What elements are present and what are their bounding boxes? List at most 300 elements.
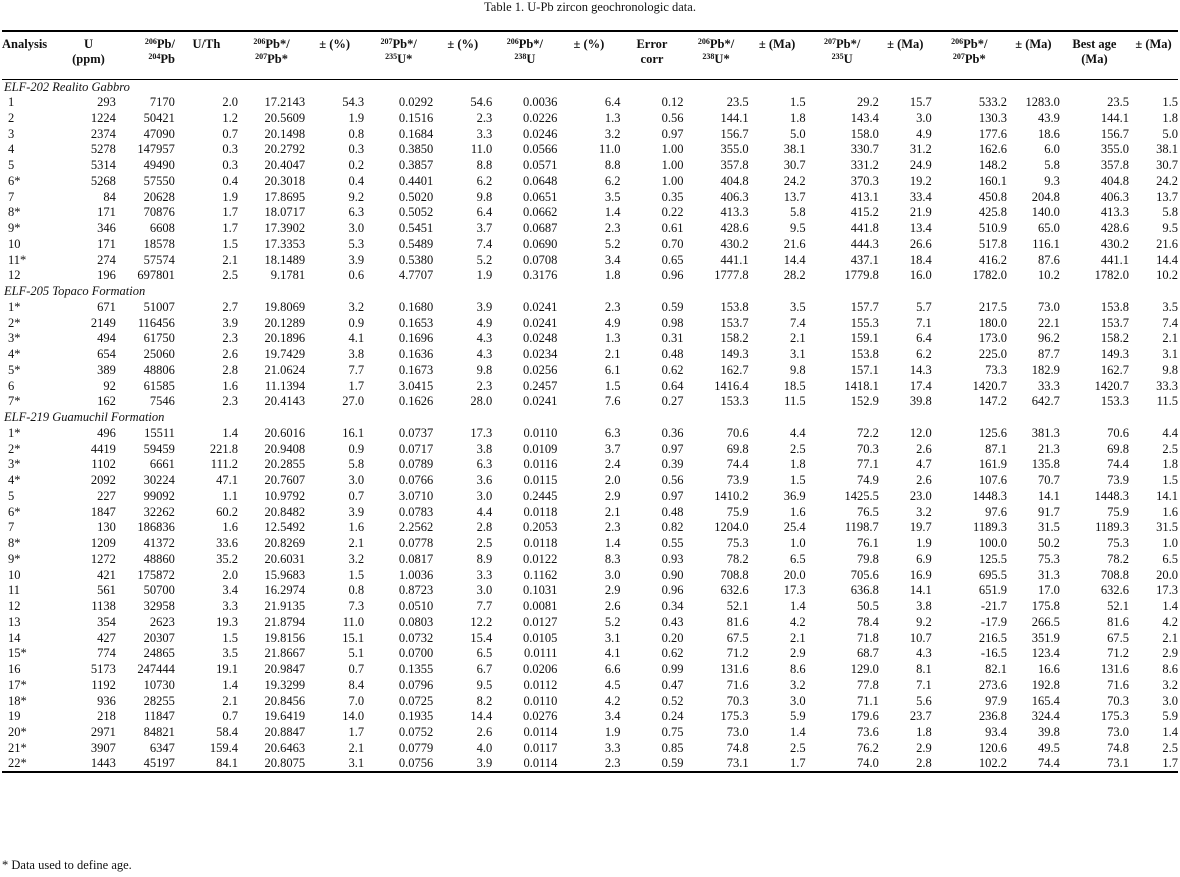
table-row — [2, 126, 1178, 142]
table-cell: 87.6 — [1037, 252, 1060, 267]
table-cell: 2.3 — [222, 394, 238, 409]
table-cell: 153.3 — [1100, 394, 1130, 409]
table-cell: 18.1489 — [264, 252, 306, 267]
table-cell: 19.8156 — [264, 630, 306, 645]
table-cell: 149.3 — [1100, 347, 1130, 362]
table-cell: 351.9 — [1031, 630, 1060, 645]
table-cell: 76.2 — [856, 740, 879, 755]
table-cell: 7.0 — [348, 693, 365, 708]
table-cell: 5173 — [90, 662, 116, 677]
table-cell: 2.9 — [789, 646, 806, 661]
table-cell: 11.0 — [470, 142, 493, 157]
table-cell: 2.6 — [916, 473, 932, 488]
table-row — [2, 252, 1178, 268]
table-cell: 5.8 — [348, 457, 365, 472]
table-cell: 19.3 — [216, 614, 238, 629]
table-cell: 428.6 — [1100, 221, 1130, 236]
table-cell: 19.7429 — [264, 347, 306, 362]
table-cell: 33.3 — [1037, 378, 1060, 393]
table-cell: 218 — [97, 709, 116, 724]
table-cell: 3.0 — [348, 473, 365, 488]
table-cell: 67.5 — [726, 630, 749, 645]
table-cell: 107.6 — [978, 473, 1007, 488]
table-cell: 0.5451 — [398, 221, 434, 236]
table-cell: 0.1680 — [398, 299, 434, 314]
table-cell: 71.2 — [726, 646, 749, 661]
table-cell: 3.2 — [1162, 677, 1178, 692]
table-cell: 131.6 — [1100, 662, 1130, 677]
table-cell: 7546 — [149, 394, 175, 409]
table-cell: 1.6 — [789, 504, 806, 519]
table-cell: 71.2 — [1107, 646, 1130, 661]
table-cell: 74.8 — [726, 740, 749, 755]
table-cell: 3.4 — [604, 252, 621, 267]
table-cell: 77.1 — [856, 457, 879, 472]
table-cell: 31.5 — [1156, 520, 1178, 535]
table-cell: 24.2 — [783, 173, 806, 188]
table-row — [2, 158, 1178, 174]
table-cell: 0.36 — [661, 425, 684, 440]
table-cell: 0.0081 — [523, 599, 558, 614]
analysis-id-cell: 15* — [8, 646, 27, 661]
table-cell: 158.2 — [1100, 331, 1130, 346]
analysis-id-cell: 2* — [8, 315, 21, 330]
table-cell: 52.1 — [726, 599, 749, 614]
table-cell: 12.5492 — [264, 520, 306, 535]
table-cell: 0.5052 — [398, 205, 434, 220]
table-cell: 2.6 — [916, 441, 932, 456]
table-cell: 0.62 — [661, 362, 684, 377]
table-cell: 0.59 — [661, 299, 684, 314]
table-cell: 12.2 — [470, 614, 493, 629]
table-cell: 38.1 — [783, 142, 806, 157]
table-cell: 654 — [97, 347, 116, 362]
table-cell: 30.7 — [783, 158, 806, 173]
table-cell: 5.9 — [1162, 709, 1178, 724]
table-cell: 2623 — [149, 614, 175, 629]
table-cell: 149.3 — [720, 347, 749, 362]
table-cell: 165.4 — [1031, 693, 1060, 708]
table-row — [2, 189, 1178, 205]
analysis-id-cell: 13 — [8, 614, 21, 629]
table-cell: 406.3 — [1100, 189, 1130, 204]
table-cell: 0.0803 — [398, 614, 434, 629]
analysis-id-cell: 1* — [8, 299, 21, 314]
table-cell: 1224 — [90, 110, 116, 125]
table-cell: 20.1289 — [264, 315, 306, 330]
table-cell: 175872 — [137, 567, 175, 582]
table-cell: 0.97 — [661, 441, 684, 456]
table-cell: 0.43 — [661, 614, 684, 629]
table-cell: 111.2 — [210, 457, 238, 472]
col-header-age-207-235: $^{207}$Pb*/ $^{235}$U — [806, 31, 879, 79]
table-cell: 3.5 — [789, 299, 806, 314]
table-cell: 11847 — [144, 709, 175, 724]
table-cell: 3.3 — [476, 126, 493, 141]
table-cell: 74.8 — [1107, 740, 1130, 755]
table-cell: 357.8 — [1100, 158, 1130, 173]
table-cell: 357.8 — [720, 158, 749, 173]
table-cell: 21.8794 — [264, 614, 306, 629]
table-cell: 0.0700 — [398, 646, 434, 661]
table-cell: 1.0 — [1162, 536, 1178, 551]
table-cell: 1425.5 — [844, 488, 879, 503]
analysis-id-cell: 2 — [8, 110, 15, 125]
analysis-id-cell: 3* — [8, 457, 21, 472]
table-cell: 77.8 — [856, 677, 879, 692]
table-cell: 2.7 — [222, 299, 238, 314]
table-cell: 61750 — [143, 331, 175, 346]
analysis-id-cell: 12 — [8, 268, 21, 283]
table-row — [2, 583, 1178, 599]
table-cell: 84.1 — [175, 756, 238, 772]
table-cell: 0.8723 — [398, 583, 434, 598]
table-cell: 25.4 — [783, 520, 806, 535]
table-cell: 0.0241 — [523, 394, 558, 409]
table-cell: 0.7 — [348, 662, 365, 677]
table-cell: 632.6 — [1100, 583, 1130, 598]
table-cell: 10.2 — [1156, 268, 1178, 283]
table-cell: 20.5609 — [264, 110, 306, 125]
table-cell: 354 — [97, 614, 116, 629]
table-cell: 0.3857 — [398, 158, 434, 173]
table-cell: 404.8 — [1100, 173, 1130, 188]
table-cell: 16.0 — [909, 268, 932, 283]
table-cell: 7.4 — [789, 315, 806, 330]
table-cell: 130 — [97, 520, 116, 535]
analysis-id-cell: 2* — [8, 441, 21, 456]
table-cell: 13.7 — [1156, 189, 1178, 204]
table-cell: 437.1 — [850, 252, 879, 267]
table-cell: 36.9 — [783, 488, 806, 503]
table-cell: 175.8 — [1031, 599, 1060, 614]
table-cell: 0.0234 — [523, 347, 558, 362]
table-cell: 0.1673 — [398, 362, 434, 377]
table-cell: 0.9 — [348, 441, 365, 456]
table-row — [2, 520, 1178, 536]
table-cell: 24.2 — [1156, 173, 1178, 188]
table-row — [2, 489, 1178, 505]
table-cell: 14.1 — [1037, 488, 1060, 503]
table-cell: 18.0717 — [264, 205, 306, 220]
analysis-id-cell: 21* — [8, 740, 27, 755]
table-row — [2, 630, 1178, 646]
table-cell: 21.0624 — [264, 362, 306, 377]
table-cell: 0.0662 — [523, 205, 558, 220]
table-cell: 5.7 — [916, 299, 932, 314]
table-cell: 4.4 — [476, 504, 493, 519]
table-cell: 561 — [97, 583, 116, 598]
table-cell: 0.56 — [661, 110, 684, 125]
table-cell: 0.27 — [661, 394, 684, 409]
table-cell: 5.0 — [1162, 126, 1178, 141]
table-cell: 1.8 — [1162, 457, 1178, 472]
table-cell: 57550 — [143, 173, 175, 188]
table-cell: 3.7 — [604, 441, 621, 456]
table-cell: 496 — [97, 425, 116, 440]
table-cell: 9.5 — [789, 221, 806, 236]
table-cell: 2971 — [90, 725, 116, 740]
table-cell: 6.7 — [476, 662, 493, 677]
table-cell: 14.1 — [1156, 488, 1178, 503]
table-cell: 0.2457 — [523, 378, 558, 393]
table-cell: 8.9 — [476, 551, 493, 566]
table-row — [2, 174, 1178, 190]
table-cell: 4.2 — [604, 693, 621, 708]
table-cell: 2.0 — [222, 567, 238, 582]
table-cell: 175.3 — [720, 709, 749, 724]
table-cell: 3.0 — [1162, 693, 1178, 708]
analysis-id-cell: 7* — [8, 394, 21, 409]
table-cell: 0.5489 — [398, 236, 434, 251]
table-cell: 48806 — [143, 362, 175, 377]
table-cell: 1.5 — [1162, 95, 1178, 110]
table-row — [2, 756, 1178, 772]
table-cell: 3.2 — [348, 299, 365, 314]
table-cell: 78.2 — [726, 551, 749, 566]
table-cell: 0.35 — [661, 189, 684, 204]
table-cell: 13.7 — [783, 189, 806, 204]
table-cell: 2.0 — [222, 95, 238, 110]
table-row — [2, 441, 1178, 457]
table-cell: 0.0687 — [523, 221, 558, 236]
table-cell: 0.0737 — [398, 425, 434, 440]
table-cell: 29.2 — [856, 95, 879, 110]
analysis-id-cell: 20* — [8, 725, 27, 740]
table-cell: 180.0 — [978, 315, 1007, 330]
section-header-row — [2, 284, 1178, 300]
table-cell: 102.2 — [932, 756, 1007, 772]
table-cell: 3.2 — [789, 677, 806, 692]
table-cell: 0.0789 — [398, 457, 434, 472]
table-cell: 4.2 — [1162, 614, 1178, 629]
table-cell: 91.7 — [1037, 504, 1060, 519]
table-cell: 20307 — [143, 630, 175, 645]
table-cell: 3907 — [90, 740, 116, 755]
table-cell: 73.3 — [985, 362, 1007, 377]
table-cell: 1420.7 — [1094, 378, 1130, 393]
table-cell: 705.6 — [850, 567, 879, 582]
section-header-row — [2, 79, 1178, 95]
table-cell: 158.0 — [850, 126, 879, 141]
table-cell: 82.1 — [985, 662, 1007, 677]
table-cell: 0.0725 — [398, 693, 434, 708]
table-cell: 70.3 — [726, 693, 749, 708]
table-cell: 20.1498 — [264, 126, 306, 141]
table-cell: 16.6 — [1037, 662, 1060, 677]
table-cell: 17.8695 — [264, 189, 306, 204]
table-cell: 21.6 — [783, 236, 806, 251]
table-cell: 73.6 — [856, 725, 879, 740]
col-header-err-ma-3: ± (Ma) — [1007, 31, 1060, 79]
table-cell: 0.9 — [348, 315, 365, 330]
table-cell: 2.0 — [604, 473, 621, 488]
table-cell: 70.6 — [1107, 425, 1130, 440]
table-cell: 8.8 — [604, 158, 621, 173]
table-cell: 74.0 — [806, 756, 879, 772]
table-cell: 20.2792 — [264, 142, 306, 157]
table-cell: 0.1696 — [398, 331, 434, 346]
table-cell: 20.6463 — [264, 740, 306, 755]
table-cell: 494 — [97, 331, 116, 346]
table-cell: 4.9 — [916, 126, 932, 141]
table-header-row — [2, 31, 1178, 79]
table-cell: 2.5 — [789, 441, 806, 456]
table-cell: 65.0 — [1037, 221, 1060, 236]
table-cell: 69.8 — [726, 441, 749, 456]
table-cell: 47090 — [143, 126, 175, 141]
table-cell: 18.4 — [909, 252, 932, 267]
table-cell: 1448.3 — [1094, 488, 1130, 503]
table-cell: 35.2 — [216, 551, 238, 566]
table-cell: 236.8 — [978, 709, 1007, 724]
table-cell: 71.6 — [1107, 677, 1130, 692]
table-cell: 73.9 — [1107, 473, 1130, 488]
table-cell: 6.6 — [604, 662, 621, 677]
col-header-analysis: Analysis — [2, 31, 61, 79]
table-cell: 20.7607 — [264, 473, 306, 488]
analysis-id-cell: 7 — [8, 520, 15, 535]
table-cell: 1.4 — [222, 677, 238, 692]
table-cell: 0.0817 — [398, 551, 434, 566]
table-cell: 1410.2 — [714, 488, 749, 503]
table-cell: 1189.3 — [973, 520, 1007, 535]
table-cell: 708.8 — [720, 567, 749, 582]
table-cell: 1.5 — [222, 236, 238, 251]
table-cell: 2.1 — [222, 252, 238, 267]
table-cell: 196 — [97, 268, 116, 283]
table-cell: 152.9 — [850, 394, 879, 409]
table-cell: 87.1 — [985, 441, 1007, 456]
table-cell: 5.8 — [1044, 158, 1060, 173]
table-cell: 1102 — [91, 457, 116, 472]
table-cell: 0.7 — [222, 709, 238, 724]
table-cell: 48860 — [143, 551, 175, 566]
table-cell: 10.9792 — [264, 488, 306, 503]
table-cell: 0.1684 — [398, 126, 434, 141]
table-cell: 0.3 — [222, 142, 238, 157]
table-cell: 162 — [97, 394, 116, 409]
table-cell: 20.6031 — [264, 551, 306, 566]
table-cell: 346 — [97, 221, 116, 236]
table-cell: 6661 — [149, 457, 175, 472]
table-cell: 20.2855 — [264, 457, 306, 472]
table-cell: 0.0690 — [523, 236, 558, 251]
table-cell: 19.3299 — [264, 677, 306, 692]
table-cell: -17.9 — [980, 614, 1007, 629]
table-row — [2, 678, 1178, 694]
table-cell: 416.2 — [978, 252, 1007, 267]
table-cell: 1.7 — [222, 221, 238, 236]
table-cell: 9.5 — [1162, 221, 1178, 236]
table-cell: 0.12 — [661, 95, 684, 110]
table-row — [2, 615, 1178, 631]
table-cell: 1.8 — [916, 725, 932, 740]
analysis-id-cell: 12 — [8, 599, 21, 614]
table-row — [2, 504, 1178, 520]
table-cell: 1.4 — [604, 536, 621, 551]
table-cell: 157.7 — [850, 299, 879, 314]
table-cell: 0.0783 — [398, 504, 434, 519]
table-cell: 75.3 — [1037, 551, 1060, 566]
table-cell: 17.2143 — [264, 95, 306, 110]
table-row — [2, 567, 1178, 583]
table-cell: 4.3 — [916, 646, 932, 661]
table-cell: 7.1 — [916, 315, 932, 330]
table-cell: 19.1 — [216, 662, 238, 677]
analysis-id-cell: 6 — [8, 378, 15, 393]
table-cell: 330.7 — [850, 142, 879, 157]
analysis-id-cell: 8* — [8, 536, 21, 551]
table-row — [2, 378, 1178, 394]
table-cell: 1418.1 — [844, 378, 879, 393]
table-cell: 28255 — [143, 693, 175, 708]
table-cell: 4.9 — [476, 315, 493, 330]
table-cell: 1.9 — [222, 189, 238, 204]
table-cell: 1283.0 — [1025, 95, 1060, 110]
analysis-id-cell: 6* — [8, 504, 21, 519]
table-cell: 11.5 — [784, 394, 806, 409]
table-cell: 1.7 — [348, 378, 365, 393]
table-cell: 0.75 — [661, 725, 684, 740]
table-cell: 0.0118 — [523, 536, 558, 551]
table-cell: 11.5 — [1156, 394, 1178, 409]
table-cell: 6.3 — [476, 457, 493, 472]
table-cell: 510.9 — [978, 221, 1007, 236]
table-cell: 60.2 — [216, 504, 238, 519]
table-cell: 2.5 — [1162, 441, 1178, 456]
table-cell: 23.5 — [1107, 95, 1130, 110]
table-cell: 20.3018 — [264, 173, 306, 188]
table-cell: 28.2 — [783, 268, 806, 283]
table-cell: 5.1 — [348, 646, 365, 661]
table-cell: 31.3 — [1037, 567, 1060, 582]
table-cell: 0.0571 — [523, 158, 558, 173]
table-cell: 404.8 — [720, 173, 749, 188]
table-cell: 9.8 — [789, 362, 806, 377]
table-cell: 1.3 — [604, 110, 621, 125]
table-cell: 2.3 — [222, 331, 238, 346]
table-cell: 0.0732 — [398, 630, 434, 645]
section-header-row — [2, 410, 1178, 426]
table-cell: 2.3 — [476, 378, 493, 393]
table-cell: 47.1 — [216, 473, 238, 488]
table-cell: 38.1 — [1156, 142, 1178, 157]
table-cell: 8.6 — [1162, 662, 1178, 677]
table-row — [2, 315, 1178, 331]
table-cell: 636.8 — [850, 583, 879, 598]
table-cell: 3.9 — [348, 504, 365, 519]
table-cell: 78.2 — [1107, 551, 1130, 566]
table-cell: 0.0648 — [523, 173, 558, 188]
table-cell: 0.31 — [661, 331, 684, 346]
table-cell: 0.0708 — [523, 252, 558, 267]
table-cell: 0.24 — [661, 709, 684, 724]
table-cell: 100.0 — [978, 536, 1007, 551]
table-cell: 3.0 — [476, 488, 493, 503]
table-cell: 4.9 — [604, 315, 621, 330]
table-cell: 0.0756 — [364, 756, 433, 772]
table-cell: 9.8 — [476, 362, 493, 377]
table-cell: 5.6 — [916, 693, 932, 708]
table-cell: 20.8269 — [264, 536, 306, 551]
table-cell: 21.3 — [1037, 441, 1060, 456]
table-cell: 73.0 — [726, 725, 749, 740]
col-header-u-th: U/Th — [175, 31, 238, 79]
table-cell: 79.8 — [856, 551, 879, 566]
table-cell: 17.0 — [1037, 583, 1060, 598]
table-cell: 428.6 — [720, 221, 749, 236]
